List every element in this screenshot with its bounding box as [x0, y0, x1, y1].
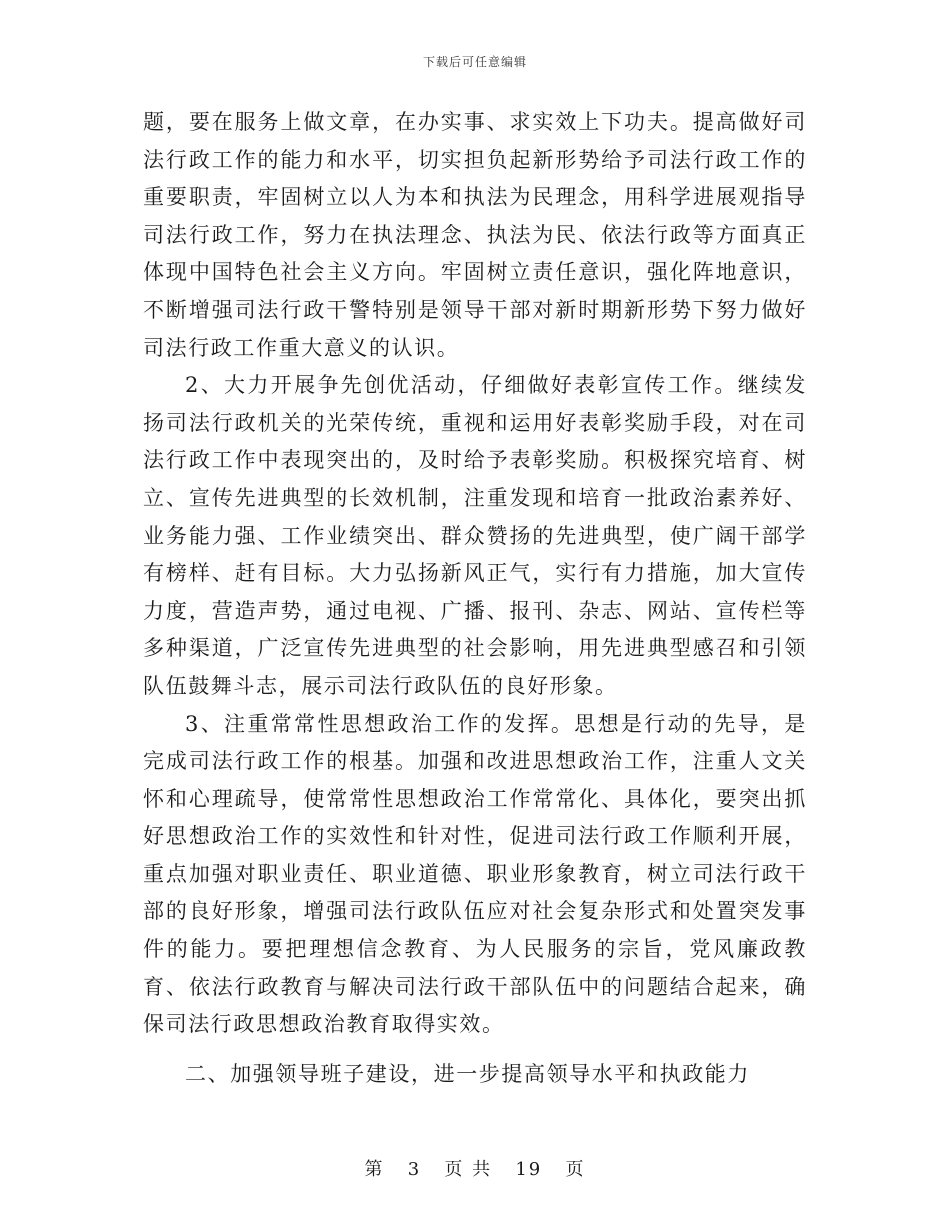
paragraph-1: 题，要在服务上做文章，在办实事、求实效上下功夫。提高做好司法行政工作的能力和水平，切实担负起新形势给予司法行政工作的重要职责，牢固树立以人为本和执法为民理念，用科学进展观指导司法行政工作，努力在执法理念、执法为民、依法行政等方面真正体现中国特色社会主义方向。牢固树立责任意识，强化阵地意识，不断增强司法行政干警特别是领导干部对新时期新形势下努力做好司法行政工作重大意义的认识。	[143, 110, 807, 360]
page-footer	[0, 1155, 950, 1181]
footer-prefix: 第	[364, 1159, 385, 1180]
total-page-count: 19	[515, 1159, 543, 1180]
footer-middle: 页 共	[444, 1159, 493, 1180]
paragraph-3: 3、注重常常性思想政治工作的发挥。思想是行动的先导，是完成司法行政工作的根基。加强和改进思想政治工作，注重人文关怀和心理疏导，使常常性思想政治工作常常化、具体化，要突出抓好思想政治工作的实效性和针对性，促进司法行政工作顺利开展，重点加强对职业责任、职业道德、职业形象教育，树立司法行政干部的良好形象，增强司法行政队伍应对社会复杂形式和处置突发事件的能力。要把理想信念教育、为人民服务的宗旨，党风廉政教育、依法行政教育与解决司法行政干部队伍中的问题结合起来，确保司法行政思想政治教育取得实效。	[143, 711, 807, 1037]
current-page-number: 3	[407, 1159, 422, 1180]
paragraph-2: 2、大力开展争先创优活动，仔细做好表彰宣传工作。继续发扬司法行政机关的光荣传统，重视和运用好表彰奖励手段，对在司法行政工作中表现突出的，及时给予表彰奖励。积极探究培育、树立、宣传先进典型的长效机制，注重发现和培育一批政治素养好、业务能力强、工作业绩突出、群众赞扬的先进典型，使广阔干部学有榜样、赶有目标。大力弘扬新风正气，实行有力措施，加大宣传力度，营造声势，通过电视、广播、报刊、杂志、网站、宣传栏等多种渠道，广泛宣传先进典型的社会影响，用先进典型感召和引领队伍鼓舞斗志，展示司法行政队伍的良好形象。	[143, 373, 807, 698]
header-note: 下载后可任意编辑	[422, 55, 527, 69]
section-heading: 二、加强领导班子建设，进一步提高领导水平和执政能力	[185, 1061, 750, 1086]
document-body	[143, 104, 807, 1093]
footer-suffix: 页	[565, 1159, 586, 1180]
